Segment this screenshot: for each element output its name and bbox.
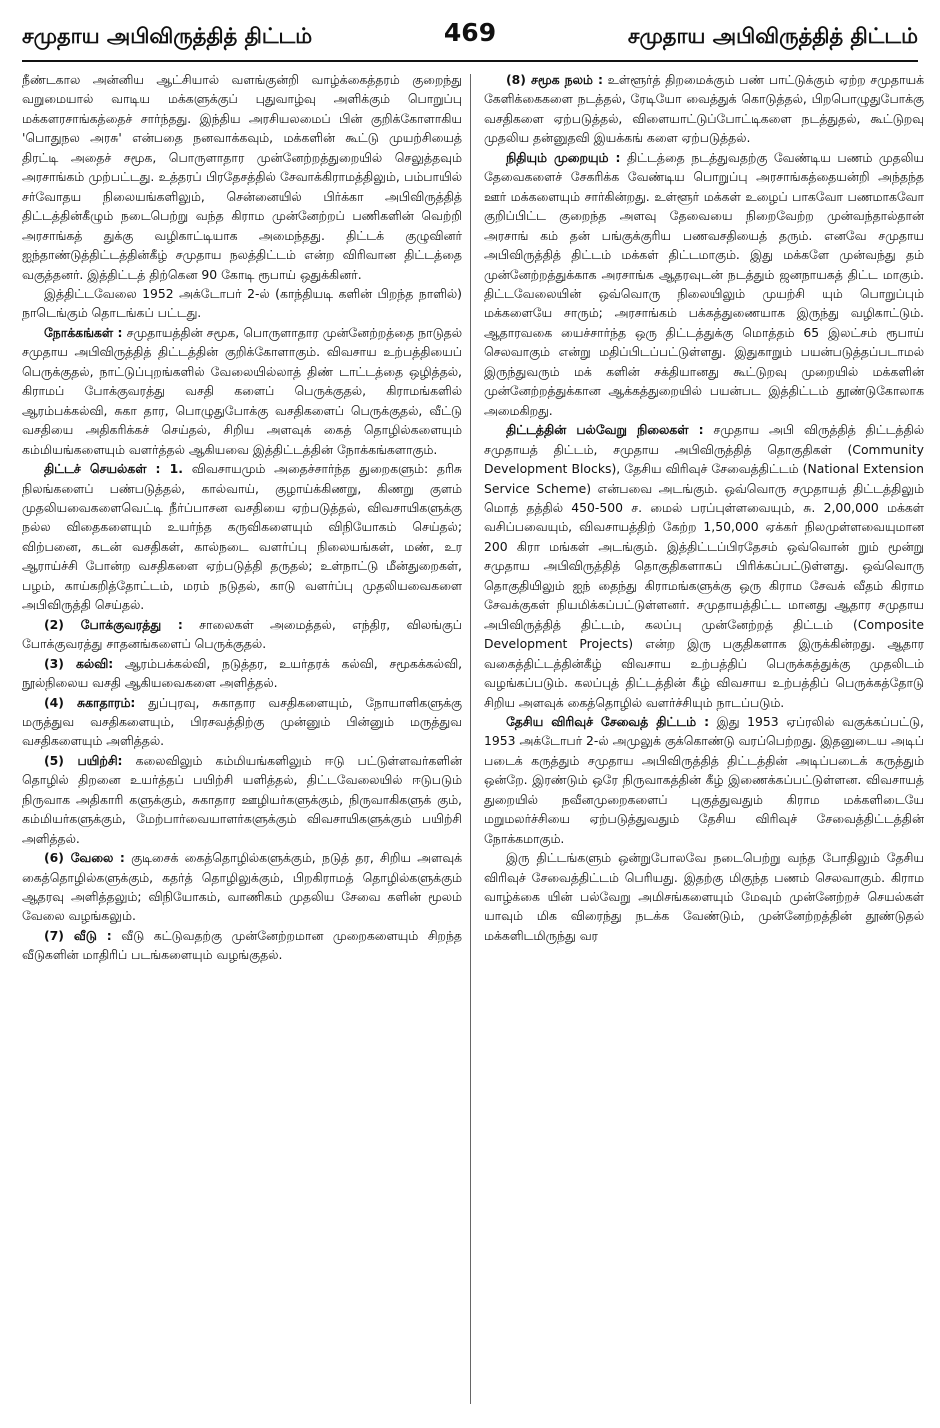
section-heading: (5) பயிற்சி: xyxy=(44,752,123,768)
paragraph-text: திட்டத்தை நடத்துவதற்கு வேண்டிய பணம் முதலிய தேவைகளைச் சேகரிக்க வேண்டிய பொறுப்பு அரசாங்கத்தையன்றி அந்தந்த ஊர் மக்களையும் சார்கின்றது. உள்ளூர் மக்கள் உழைப் பாகவோ பணமாகவோ குறிப்பிட்ட குறைந்த அளவு தேவையை நிறைவேற்ற முன்வந்தால்தான் அரசாங் கம் தன் பங்குக்குரிய பணவசதியைத் தரும். எனவே சமுதாய அபிவிருத்தித் திட்டம் மக்கள் திட்டமாகும். இது மக்களே முன்வந்து தம் முன்னேற்றத்துக்காக அரசாங்க ஆதரவுடன் நடத்தும் ஜனநாயகத் திட்ட மாகும். திட்டவேலையின் ஒவ்வொரு நிலையிலும் முயற்சி யும் பொறுப்பும் மக்களையே சாரும்; அரசாங்கம் பக்கத்துணையாக இருந்து வழிகாட்டும். ஆதாரவகை யைச்சார்ந்த ஒரு திட்டத்துக்கு மொத்தம் 65 இலட்சம் ரூபாய் செலவாகும் என்று மதிப்பிடப்பட்டுள்ளது. இதுகாறும் பயன்படுத்தப்படாமல் இருந்துவரும் மக் களின் சக்தியானது கூட்டுறவு முறையில் மக்களின் முன்னேற்றத்துக்கான ஆக்கத்துறையில் பயன்பட இத்திட்டம் தூண்டுகோலாக அமைகிறது. xyxy=(484,149,924,418)
paragraph xyxy=(22,70,462,284)
paragraph-text: உள்ளூர்த் திறமைக்கும் பண் பாட்டுக்கும் ஏற்ற சமுதாயக் கேளிக்கைகளை நடத்தல், ரேடியோ வைத்துக் கொடுத்தல், பிறபொழுதுபோக்கு வசதிகளை ஏற்படுத்தல், விளையாட்டுப்போட்டிகளை நடத்துதல், கூட்டுறவு முதலிய தன்னுதவி இயக்கங் களை ஏற்படுத்தல். xyxy=(484,72,924,146)
paragraph xyxy=(22,323,462,459)
paragraph xyxy=(484,148,924,420)
paragraph-text: இரு திட்டங்களும் ஒன்றுபோலவே நடைபெற்று வந்த போதிலும் தேசிய விரிவுச் சேவைத்திட்டம் பெரியது. இதற்கு மிகுந்த பணம் செலவாகும். கிராம வாழ்க்கை யின் பல்வேறு அமிசங்களையும் மேவும் முன்னேற்றச் செயல்கள் யாவும் மிக விரைந்து நடக்க வேண்டும், முன்னேற்றத்தின் தூண்டுதல் மக்களிடமிருந்து வர xyxy=(484,850,924,943)
paragraph xyxy=(484,420,924,712)
paragraph-text: குடிசைக் கைத்தொழில்களுக்கும், நடுத் தர, சிறிய அளவுக் கைத்தொழில்களுக்கும், கதர்த் தொழிலுக்கும், பிறகிராமத் தொழில்களுக்கும் ஆதரவு அளித்தலும்; விநியோகம், வாணிகம் முதலிய சேவை களின் மூலம் வேலை வழங்கலும். xyxy=(22,850,462,924)
paragraph xyxy=(484,712,924,848)
section-heading: (3) கல்வி: xyxy=(44,655,114,671)
section-heading: (4) சுகாதாரம்: xyxy=(44,694,136,710)
paragraph xyxy=(484,848,924,945)
section-heading: (6) வேலை : xyxy=(44,850,125,866)
section-heading: (2) போக்குவரத்து : xyxy=(44,616,183,632)
column-divider xyxy=(470,74,471,1404)
paragraph xyxy=(22,459,462,615)
running-title-left: சமுதாய அபிவிருத்தித் திட்டம் xyxy=(22,24,313,48)
section-heading: (7) வீடு : xyxy=(44,927,112,943)
section-heading: திட்டச் செயல்கள் : 1. xyxy=(44,461,183,477)
section-heading: தேசிய விரிவுச் சேவைத் திட்டம் : xyxy=(506,713,710,729)
paragraph-text: விவசாயமும் அதைச்சார்ந்த துறைகளும்: தரிசு நிலங்களைப் பண்படுத்தல், கால்வாய், குழாய்க்கிணறு, கிணறு குளம் முதலியவைகளைவெட்டி நீர்ப்பாசன வசதியை ஏற்படுத்தல், விவசாயிகளுக்கு நல்ல விதைகளையும் உயர்ந்த கருவிகளையும் விநியோகம் செய்தல்; விற்பனை, கடன் வசதிகள், கால்நடை வளர்ப்பு நிலையங்கள், மண், உர ஆராய்ச்சி போன்ற வசதிகளை ஏற்படுத்தி தருதல்; உள்நாட்டு மீன்துறைகள், பழம், காய்கறித்தோட்டம், மரம் நடுதல், காடு வளர்ப்பு முதலியவைகளை அபிவிருத்தி செய்தல். xyxy=(22,461,462,613)
paragraph-text: கலைவிலும் கம்மியங்களிலும் ஈடு பட்டுள்ளவர்களின் தொழில் திறனை உயர்த்தப் பயிற்சி யளித்தல், திட்டவேலையில் ஈடுபடும் நிருவாக அதிகாரி களுக்கும், சுகாதார ஊழியர்களுக்கும், நிருவாகிகளுக் கும், கம்மியர்களுக்கும், மேற்பார்வையாளர்களுக்கும் விவசாயிகளுக்கும் பயிற்சி அளித்தல். xyxy=(22,752,462,846)
paragraph xyxy=(22,615,462,654)
paragraph xyxy=(22,654,462,693)
paragraph xyxy=(22,693,462,751)
paragraph-text: ஆரம்பக்கல்வி, நடுத்தர, உயர்தரக் கல்வி, சமூகக்கல்வி, நூல்நிலைய வசதி ஆகியவைகளை அளித்தல். xyxy=(22,655,462,691)
paragraph xyxy=(22,284,462,323)
page-header xyxy=(22,18,918,62)
section-heading: நிதியும் முறையும் : xyxy=(506,149,621,165)
running-title-right: சமுதாய அபிவிருத்தித் திட்டம் xyxy=(627,24,918,48)
paragraph-text: சமுதாயத்தின் சமூக, பொருளாதார முன்னேற்றத்தை நாடுதல் சமுதாய அபிவிருத்தித் திட்டத்தின் குறிக்கோளாகும். விவசாய உற்பத்தியைப் பெருக்குதல், நாட்டுப்புறங்களில் வேலையில்லாத் திண் டாட்டத்தை ஒழித்தல், கிராமப் போக்குவரத்து வசதி களைப் பெருக்குதல், கிராமங்களில் ஆரம்பக்கல்வி, சுகா தார, பொழுதுபோக்கு வசதிகளைப் பெருக்குதல், வீட்டு வசதியை அதிகரிக்கச் செய்தல், சிறிய அளவுக் கைத் தொழில்களையும் கம்மியங்களையும் வளர்த்தல் ஆகியவை இத்திட்டத்தின் நோக்கங்களாகும். xyxy=(22,324,462,457)
paragraph-text: சமுதாய அபி விருத்தித் திட்டத்தில் சமுதாயத் திட்டம், சமுதாய அபிவிருத்தித் தொகுதிகள் (Community Development Blocks), தேசிய விரிவுச் சேவைத்திட்டம் (National Extension Service Scheme) என்பவை அடங்கும். ஒவ்வொரு சமுதாயத் திட்டத்திலும் மொத் தத்தில் 450-500 ச. மைல் பரப்புள்ளவையும், சு. 2,00,000 மக்கள் வசிப்பவையும், விவசாயத்திற் கேற்ற 1,50,000 ஏக்கர் நிலமுள்ளவையுமான 200 கிரா மங்கள் அடங்கும். இத்திட்டப்பிரதேசம் ஒவ்வொன் றும் மூன்று சமுதாய அபிவிருத்தித் தொகுதிகளாகப் பிரிக்கப்பட்டுள்ளது. ஒவ்வொரு தொகுதியிலும் ஐந் தைந்து கிராமங்களுக்கு ஒரு கிராம சேவக் வீதம் கிராம சேவக்குகள் நியமிக்கப்பட்டுள்ளனர். சமுதாயத்திட்ட மானது ஆதார சமுதாய அபிவிருத்தித் திட்டம், கலப்பு முன்னேற்றத் திட்டம் (Composite Development Projects) என்ற இரு பகுதிகளாக இருக்கின்றது. ஆதார வகைத்திட்டத்தின்கீழ் விவசாய உற்பத்திப் பெருக்கத்துக்கு முதலிடம் வழங்கப்படும். கலப்புத் திட்டத்தின் கீழ் விவசாய உற்பத்திப் பெருக்கத்தோடு சிறிய அளவுக் கைத்தொழில் வளர்ச்சியும் நாடப்படும். xyxy=(484,422,924,710)
paragraph xyxy=(22,926,462,965)
paragraph xyxy=(22,751,462,848)
paragraph-text: நீண்டகால அன்னிய ஆட்சியால் வளங்குன்றி வாழ்க்கைத்தரம் குறைந்து வறுமையால் வாடிய மக்களுக்குப் புதுவாழ்வு அளிக்கும் பொறுப்பு மக்களரசாங்கத்தைச் சார்ந்தது. இந்திய அரசியலமைப் பின் குறிக்கோளாகிய 'பொதுநல அரசு' என்பதை நனவாக்கவும், மக்களின் கூட்டு முயற்சியைத் திரட்டி அதைச் சமூக, பொருளாதார முன்னேற்றத்துறையில் செலுத்தவும் அரசாங்கம் முற்பட்டது. உத்தரப் பிரதேசத்தில் சேவாக்கிராமத்திலும், பம்பாயில் சர்வோதய நிலையங்களிலும், சென்னையில் பிர்க்கா அபிவிருத்தித் திட்டத்தின்கீழும் நடைபெற்று வந்த கிராம முன்னேற்றப் பணிகளின் வெற்றி அரசாங்கத் துக்கு வழிகாட்டியாக அமைந்தது. திட்டக் குழுவினர் ஐந்தாண்டுத்திட்டத்தின்கீழ் சமுதாய நலத்திட்டம் என்ற விரிவான திட்டத்தை வகுத்தனர். இத்திட்டத் திற்கென 90 கோடி ரூபாய் ஒதுக்கினர். xyxy=(22,72,462,282)
paragraph-text: துப்புரவு, சுகாதார வசதிகளையும், நோயாளிகளுக்கு மருத்துவ வசதிகளையும், பிரசவத்திற்கு முன்னும் பின்னும் மருத்துவ வசதிகளையும் அளித்தல். xyxy=(22,694,462,749)
right-column xyxy=(484,70,924,1410)
section-heading: நோக்கங்கள் : xyxy=(44,324,123,340)
section-heading: (8) சமூக நலம் : xyxy=(506,72,603,87)
section-heading: திட்டத்தின் பல்வேறு நிலைகள் : xyxy=(506,422,704,438)
paragraph xyxy=(22,848,462,926)
paragraph-text: இது 1953 ஏப்ரலில் வகுக்கப்பட்டு, 1953 அக்டோபர் 2-ல் அமுலுக் குக்கொண்டு வரப்பெற்றது. இதனுடைய அடிப் படைக் கருத்தும் சமுதாய அபிவிருத்தித் திட்டத்தின் அடிப்படைக் கருத்தும் ஒன்றே. இரண்டும் ஒரே நிருவாகத்தின் கீழ் இணைக்கப்பட்டுள்ளன. விவசாயத் துறையில் நவீனமுறைகளைப் புகுத்துவதும் கிராம மக்களிடையே மறுமலர்ச்சியை ஏற்படுத்துவதும் தேசிய விரிவுச் சேவைத்திட்டத்தின் நோக்கமாகும். xyxy=(484,713,924,846)
page-number: 469 xyxy=(443,18,497,47)
paragraph xyxy=(484,70,924,148)
left-column xyxy=(22,70,462,1410)
paragraph-text: சாலைகள் அமைத்தல், எந்திர, விலங்குப் போக்குவரத்து சாதனங்களைப் பெருக்குதல். xyxy=(22,616,462,652)
paragraph-text: வீடு கட்டுவதற்கு முன்னேற்றமான முறைகளையும் சிறந்த வீடுகளின் மாதிரிப் படங்களையும் வழங்குதல். xyxy=(22,927,462,963)
paragraph-text: இத்திட்டவேலை 1952 அக்டோபர் 2-ல் (காந்தியடி களின் பிறந்த நாளில்) நாடெங்கும் தொடங்கப் பட்டது. xyxy=(22,285,462,321)
